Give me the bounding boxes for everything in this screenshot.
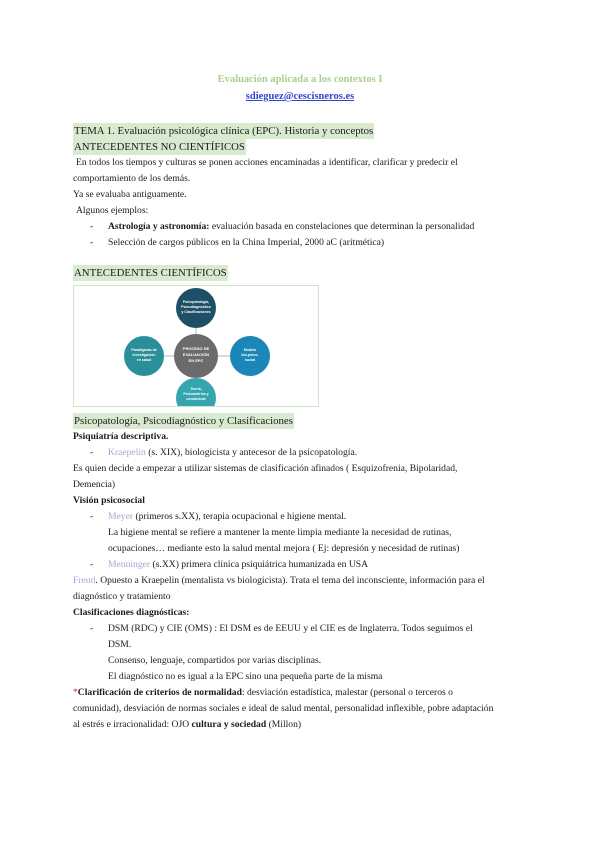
astrologia-text: evaluación basada en constelaciones que determinan la personalidad: [209, 221, 475, 232]
intro-line-1: En todos los tiempos y culturas se ponen acciones encaminadas a identificar, clarificar y predecir el: [76, 157, 458, 168]
list-item: [73, 557, 533, 573]
dash-bullet: -: [90, 559, 94, 570]
top-label-1: Psicopatología,: [182, 300, 210, 304]
bottom-label-2: Psicométrica y: [183, 392, 209, 396]
list-item: [73, 219, 533, 235]
clarif-line-3-post: (Millon): [266, 719, 302, 730]
top-label-2: Psicodiagnóstico: [181, 305, 211, 309]
vision-list: [73, 509, 533, 525]
tema-title: TEMA 1. Evaluación psicológica clínica (EPC). Historia y conceptos: [74, 125, 374, 137]
dash-bullet: -: [90, 623, 94, 634]
list-item: [73, 621, 533, 637]
ejemplos-label: Algunos ejemplos:: [76, 205, 149, 216]
list-item: [73, 235, 533, 251]
menninger-text: (s.XX) primera clínica psiquiátrica humanizada en USA: [150, 559, 369, 570]
psico-heading: Psicopatología, Psicodiagnóstico y Clasificaciones: [74, 415, 293, 427]
left-label-2: Investigación: [132, 353, 156, 357]
list-item: [73, 509, 533, 525]
antecedentes-diagram: [73, 285, 319, 407]
clarif-line-3-bold: cultura y sociedad: [191, 719, 267, 730]
dash-bullet: -: [90, 511, 94, 522]
clarif-line-3-pre: al estrés e irracionalidad: OJO: [73, 719, 192, 730]
higiene-line-2: ocupaciones… mediante esto la salud mental mejora ( Ej: depresión y necesidad de rutinas): [108, 543, 460, 554]
higiene-line-1: La higiene mental se refiere a mantener la mente limpia mediante la necesidad de rutinas,: [108, 527, 452, 538]
center-label-2: EVALUACIÓN: [182, 352, 210, 357]
dsm-line-1: DSM (RDC) y CIE (OMS) : El DSM es de EEUU y el CIE es de Inglaterra. Todos seguimos el: [108, 623, 473, 634]
intro-line-2: comportamiento de los demás.: [73, 173, 191, 184]
freud-name: Freud: [73, 575, 96, 586]
top-label-3: y Clasificaciones: [181, 310, 211, 314]
meyer-name: Meyer: [108, 511, 134, 522]
document-body: [73, 123, 533, 733]
menninger-name: Menninger: [108, 559, 151, 570]
menninger-list: [73, 557, 533, 573]
author-email-link[interactable]: sdieguez@cescisneros.es: [245, 91, 355, 102]
list-item: [73, 445, 533, 461]
diag-heading: Clasificaciones diagnósticas:: [73, 607, 190, 618]
kraepelin-text: (s. XIX), biologicista y antecesor de la psicopatología.: [145, 447, 358, 458]
freud-line-2: diagnóstico y tratamiento: [73, 591, 171, 602]
dash-bullet: -: [90, 237, 94, 248]
kraepelin-list: [73, 445, 533, 461]
kraepelin-name: Kraepelin: [108, 447, 146, 458]
diagram-svg: [74, 286, 318, 406]
center-label-1: PROCESO DE: [182, 346, 210, 351]
right-label-3: social: [244, 358, 256, 362]
clasif-line-1: Es quien decide a empezar a utilizar sistemas de clasificación afinados ( Esquizofrenia, Bipolaridad,: [73, 463, 458, 474]
dash-bullet: -: [90, 447, 94, 458]
china-text: Selección de cargos públicos en la China Imperial, 2000 aC (aritmética): [108, 237, 385, 248]
vision-heading: Visión psicosocial: [73, 495, 145, 506]
consenso-text: Consenso, lenguaje, compartidos por varias disciplinas.: [108, 655, 322, 666]
cientificos-heading: ANTECEDENTES CIENTÍFICOS: [74, 267, 227, 279]
clasif-line-2: Demencia): [73, 479, 116, 490]
astrologia-label: Astrología y astronomía:: [108, 221, 210, 232]
asterisk-mark: *: [73, 687, 78, 698]
bottom-label-3: conductual: [186, 397, 206, 401]
left-label-1: Paradigmas de: [131, 348, 157, 352]
meyer-text: (primeros s.XX), terapia ocupacional e higiene mental.: [133, 511, 347, 522]
bottom-label-1: Teoría,: [190, 387, 202, 391]
clarif-label: Clarificación de criterios de normalidad: [77, 687, 242, 698]
freud-text: . Opuesto a Kraepelin (mentalista vs biologicista). Trata el tema del inconsciente, información para el: [95, 575, 485, 586]
center-label-3: EN EPC: [188, 358, 204, 363]
diagnostico-text: El diagnóstico no es igual a la EPC sino una pequeña parte de la misma: [108, 671, 383, 682]
clarif-text: : desviación estadística, malestar (personal o terceros o: [241, 687, 453, 698]
dsm-line-2: DSM.: [108, 639, 132, 650]
dash-bullet: -: [90, 221, 94, 232]
left-label-3: en salud: [136, 358, 152, 362]
document-title: Evaluación aplicada a los contextos I: [217, 74, 383, 85]
clarif-line-2: comunidad), desviación de normas sociales e ideal de salud mental, personalidad inflexible, pobre adaptación: [73, 703, 494, 714]
antiguamente-text: Ya se evaluaba antiguamente.: [73, 189, 187, 200]
right-label-1: Modelo: [243, 348, 257, 352]
no-cientificos-heading: ANTECEDENTES NO CIENTÍFICOS: [74, 141, 245, 153]
psiquiatria-heading: Psiquiatría descriptiva.: [73, 431, 169, 442]
ejemplos-list: [73, 219, 533, 251]
diag-list: [73, 621, 533, 637]
right-label-2: bio-psico-: [241, 353, 259, 357]
